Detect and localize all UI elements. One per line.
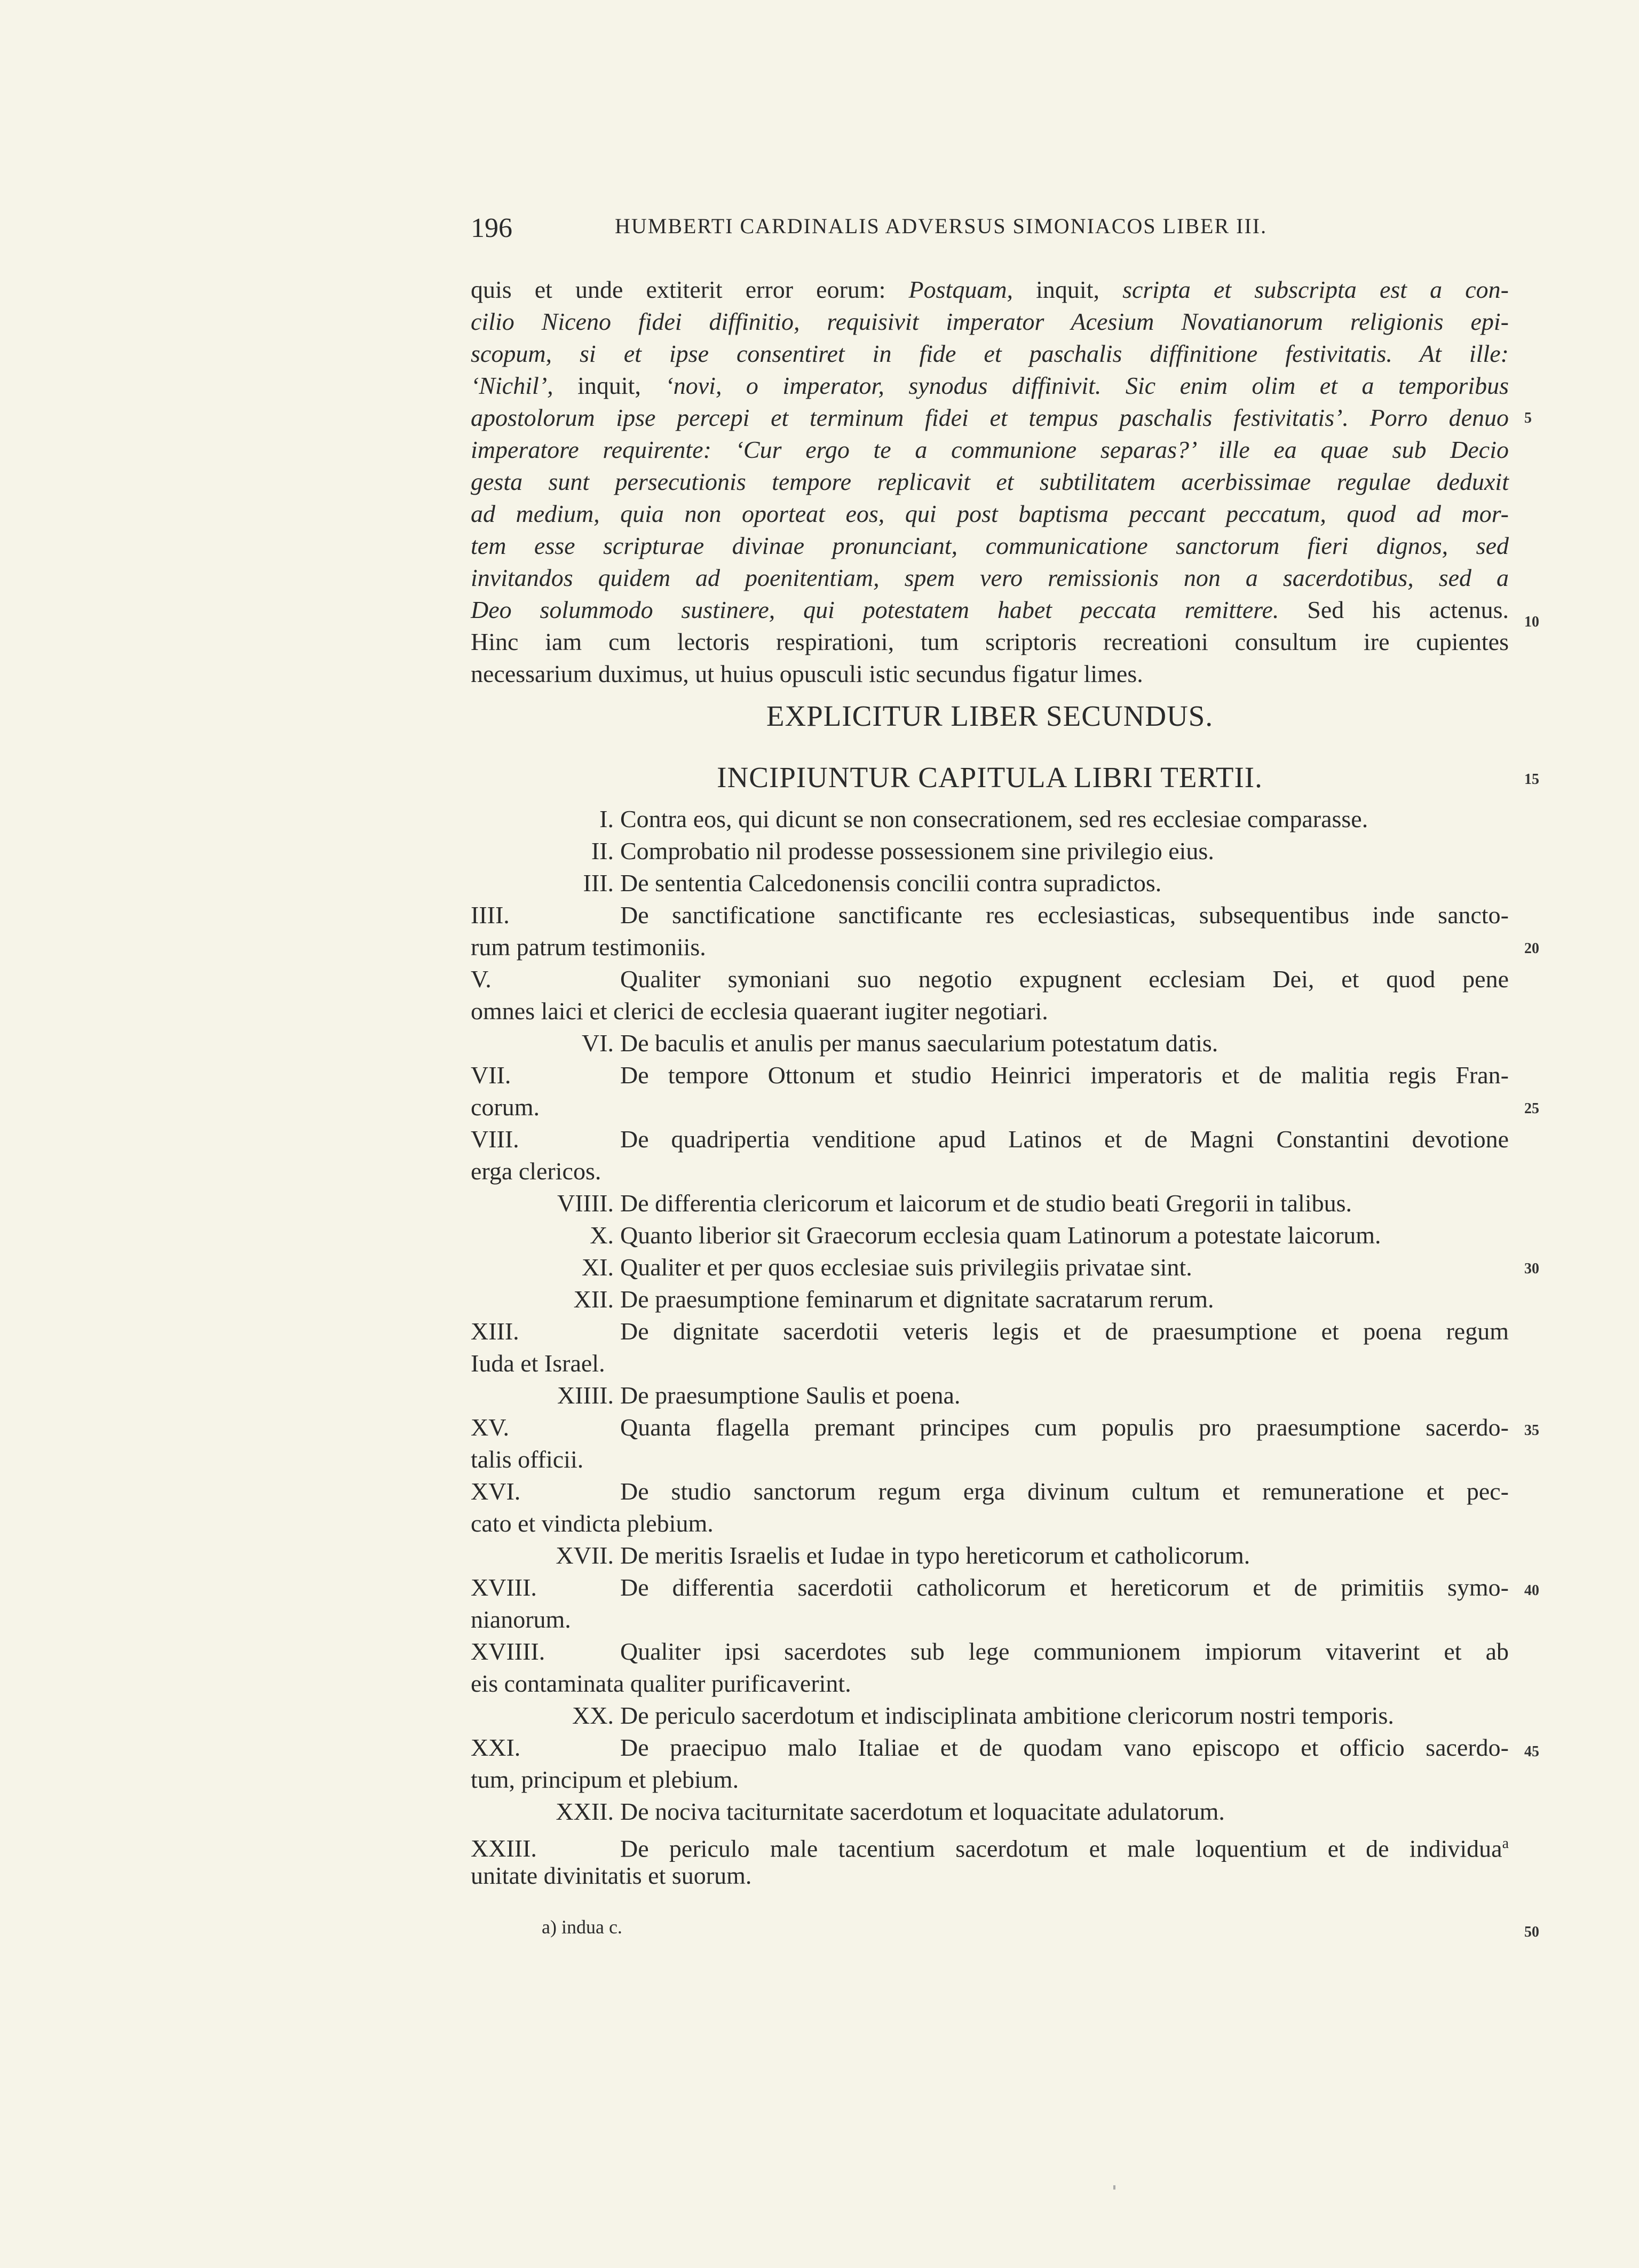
chapter-numeral: XI. bbox=[581, 1254, 614, 1281]
chapter-title-continuation: omnes laici et clerici de ecclesia quaerant iugiter negotiari. bbox=[471, 997, 1048, 1025]
italic-quote-text: invitandos quidem ad poenitentiam, spem vero remissionis non a sacerdotibus, sed a bbox=[471, 564, 1509, 591]
page-header bbox=[471, 212, 1511, 250]
chapter-title-continuation: Iuda et Israel. bbox=[471, 1350, 605, 1377]
footnote-marker: a bbox=[1502, 1835, 1509, 1852]
chapter-title-continuation: rum patrum testimoniis. bbox=[471, 933, 706, 961]
chapter-title: De praesumptione Saulis et poena. bbox=[620, 1382, 961, 1409]
chapter-title: De differentia clericorum et laicorum et de studio beati Gregorii in talibus. bbox=[620, 1189, 1352, 1217]
margin-line-number: 25 bbox=[1524, 1100, 1539, 1117]
chapter-title: De praecipuo malo Italiae et de quodam vano episcopo et officio sacerdo- bbox=[620, 1734, 1509, 1761]
chapter-title: De praesumptione feminarum et dignitate sacratarum rerum. bbox=[620, 1286, 1214, 1313]
prose-line bbox=[471, 370, 1509, 402]
chapter-title-continuation: nianorum. bbox=[471, 1606, 571, 1633]
chapter-entry bbox=[471, 899, 1509, 931]
chapter-entry bbox=[471, 1411, 1509, 1444]
roman-text: Sed his actenus. bbox=[1279, 596, 1509, 623]
chapter-numeral: XVIII. bbox=[471, 1574, 537, 1601]
chapter-title: De sententia Calcedonensis concilii contra supradictos. bbox=[620, 869, 1162, 897]
chapter-title: De studio sanctorum regum erga divinum cultum et remuneratione et pec- bbox=[620, 1478, 1509, 1505]
margin-line-number: 45 bbox=[1524, 1743, 1539, 1760]
chapter-numeral: XXIII. bbox=[471, 1835, 537, 1862]
italic-quote-text: ‘novi, o imperator, synodus diffinivit. Sic enim olim et a temporibus bbox=[665, 372, 1509, 399]
chapter-title-continuation: corum. bbox=[471, 1093, 540, 1121]
footnote: a) indua c. bbox=[542, 1916, 622, 1938]
chapter-entry bbox=[471, 1283, 1509, 1315]
incipit-heading: INCIPIUNTUR CAPITULA LIBRI TERTII. bbox=[717, 761, 1263, 794]
margin-line-number: 15 bbox=[1524, 771, 1539, 788]
margin-line-number: 50 bbox=[1524, 1924, 1539, 1940]
chapter-title: De periculo sacerdotum et indisciplinata ambitione clericorum nostri temporis. bbox=[620, 1702, 1394, 1729]
italic-quote-text: ad medium, quia non oporteat eos, qui post baptisma peccant peccatum, quod ad mor- bbox=[471, 500, 1509, 527]
chapter-entry bbox=[471, 1251, 1509, 1283]
prose-block bbox=[471, 274, 1509, 690]
chapter-entry bbox=[471, 867, 1509, 899]
prose-line bbox=[471, 402, 1509, 434]
chapter-numeral: XVI. bbox=[471, 1478, 521, 1505]
italic-quote-text: scripta et subscripta est a con- bbox=[1122, 276, 1509, 303]
chapter-title-continuation: erga clericos. bbox=[471, 1157, 601, 1185]
chapter-entry bbox=[471, 1187, 1509, 1219]
chapter-numeral: VIIII. bbox=[557, 1189, 614, 1217]
chapter-numeral: IIII. bbox=[471, 901, 510, 929]
prose-line bbox=[471, 562, 1509, 594]
prose-line bbox=[471, 466, 1509, 498]
chapter-entry bbox=[471, 1700, 1509, 1732]
prose-line bbox=[471, 434, 1509, 466]
chapter-numeral: XVII. bbox=[556, 1542, 614, 1569]
margin-line-number: 35 bbox=[1524, 1422, 1539, 1439]
chapter-entry bbox=[471, 1027, 1509, 1059]
page-number: 196 bbox=[471, 213, 512, 243]
chapter-title-continuation: cato et vindicta plebium. bbox=[471, 1510, 714, 1537]
chapter-title: De periculo male tacentium sacerdotum et male loquentium et de individua bbox=[620, 1835, 1502, 1862]
italic-quote-text: imperatore requirente: ‘Cur ergo te a communione separas?’ ille ea quae sub Decio bbox=[471, 436, 1509, 463]
margin-line-number: 20 bbox=[1524, 940, 1539, 957]
chapter-entry bbox=[471, 1732, 1509, 1764]
chapter-numeral: XIII. bbox=[471, 1318, 519, 1345]
chapter-numeral: XIIII. bbox=[557, 1382, 614, 1409]
chapter-numeral: XXI. bbox=[471, 1734, 521, 1761]
chapter-title: De differentia sacerdotii catholicorum et hereticorum et de primitiis symo- bbox=[620, 1574, 1509, 1601]
prose-line bbox=[471, 594, 1509, 626]
roman-text: inquit, bbox=[1013, 276, 1123, 303]
chapter-entry bbox=[471, 963, 1509, 995]
chapter-entry bbox=[471, 1476, 1509, 1508]
prose-line bbox=[471, 274, 1509, 306]
chapter-numeral: VII. bbox=[471, 1061, 511, 1089]
chapter-entry bbox=[471, 835, 1509, 867]
margin-line-number: 40 bbox=[1524, 1582, 1539, 1599]
prose-line bbox=[471, 338, 1509, 370]
chapter-numeral: III. bbox=[583, 869, 614, 897]
chapter-title-continuation: unitate divinitatis et suorum. bbox=[471, 1862, 752, 1889]
chapter-numeral: I. bbox=[599, 805, 614, 832]
chapter-entry bbox=[471, 803, 1509, 835]
chapter-numeral: X. bbox=[590, 1222, 614, 1249]
prose-line bbox=[471, 530, 1509, 562]
italic-quote-text: cilio Niceno fidei diffinitio, requisivit imperator Acesium Novatianorum religionis epi- bbox=[471, 308, 1509, 335]
italic-quote-text: apostolorum ipse percepi et terminum fidei et tempus paschalis festivitatis’. Porro denuo bbox=[471, 404, 1509, 431]
chapter-numeral: V. bbox=[471, 965, 492, 993]
chapter-title-continuation: tum, principum et plebium. bbox=[471, 1766, 739, 1793]
chapter-title: De meritis Israelis et Iudae in typo hereticorum et catholicorum. bbox=[620, 1542, 1250, 1569]
chapter-entry bbox=[471, 1796, 1509, 1828]
chapter-title: De sanctificatione sanctificante res ecclesiasticas, subsequentibus inde sancto- bbox=[620, 901, 1509, 929]
chapter-title: Qualiter et per quos ecclesiae suis privilegiis privatae sint. bbox=[620, 1254, 1192, 1281]
chapter-numeral: XV. bbox=[471, 1414, 510, 1441]
italic-quote-text: Deo solummodo sustinere, qui potestatem habet peccata remittere. bbox=[471, 596, 1279, 623]
roman-text: Hinc iam cum lectoris respirationi, tum scriptoris recreationi consultum ire cupientes bbox=[471, 628, 1509, 655]
prose-line bbox=[471, 306, 1509, 338]
roman-text: quis et unde extiterit error eorum: bbox=[471, 276, 909, 303]
italic-quote-text: Postquam, bbox=[908, 276, 1014, 303]
chapter-title-continuation: talis officii. bbox=[471, 1446, 584, 1473]
italic-quote-text: ‘Nichil’, bbox=[471, 372, 553, 399]
chapter-numeral: XXII. bbox=[556, 1798, 614, 1825]
chapter-title-continuation: eis contaminata qualiter purificaverint. bbox=[471, 1670, 851, 1697]
chapter-entry bbox=[471, 1379, 1509, 1411]
explicit-heading: EXPLICITUR LIBER SECUNDUS. bbox=[766, 700, 1214, 732]
chapter-entry bbox=[471, 1540, 1509, 1572]
chapter-title: De nociva taciturnitate sacerdotum et loquacitate adulatorum. bbox=[620, 1798, 1225, 1825]
prose-line bbox=[471, 658, 1509, 690]
chapter-entry bbox=[471, 1123, 1509, 1155]
chapter-title: De baculis et anulis per manus saecularium potestatum datis. bbox=[620, 1029, 1218, 1057]
italic-quote-text: tem esse scripturae divinae pronunciant, communicatione sanctorum fieri dignos, sed bbox=[471, 532, 1509, 559]
chapter-list bbox=[471, 803, 1509, 1892]
chapter-entry bbox=[471, 1636, 1509, 1668]
italic-quote-text: scopum, si et ipse consentiret in fide et paschalis diffinitione festivitatis. At ille: bbox=[471, 340, 1509, 367]
chapter-title: Contra eos, qui dicunt se non consecrationem, sed res ecclesiae comparasse. bbox=[620, 805, 1368, 832]
chapter-numeral: XX. bbox=[572, 1702, 614, 1729]
chapter-title: Comprobatio nil prodesse possessionem sine privilegio eius. bbox=[620, 837, 1214, 865]
chapter-title: De dignitate sacerdotii veteris legis et de praesumptione et poena regum bbox=[620, 1318, 1509, 1345]
running-title: HUMBERTI CARDINALIS ADVERSUS SIMONIACOS LIBER III. bbox=[615, 214, 1268, 238]
chapter-title: Qualiter ipsi sacerdotes sub lege communionem impiorum vitaverint et ab bbox=[620, 1638, 1509, 1665]
roman-text: inquit, bbox=[553, 372, 666, 399]
italic-quote-text: gesta sunt persecutionis tempore replicavit et subtilitatem acerbissimae regulae deduxit bbox=[471, 468, 1509, 495]
chapter-title: De tempore Ottonum et studio Heinrici imperatoris et de malitia regis Fran- bbox=[620, 1061, 1509, 1089]
roman-text: necessarium duximus, ut huius opusculi istic secundus figatur limes. bbox=[471, 660, 1143, 687]
chapter-title: Quanto liberior sit Graecorum ecclesia quam Latinorum a potestate laicorum. bbox=[620, 1222, 1381, 1249]
chapter-numeral: II. bbox=[591, 837, 614, 865]
prose-line bbox=[471, 626, 1509, 658]
chapter-numeral: VI. bbox=[581, 1029, 614, 1057]
paper-speck bbox=[1113, 2185, 1115, 2190]
chapter-numeral: VIII. bbox=[471, 1125, 519, 1153]
chapter-numeral: XII. bbox=[573, 1286, 614, 1313]
chapter-entry bbox=[471, 1315, 1509, 1347]
chapter-entry bbox=[471, 1219, 1509, 1251]
chapter-title: Qualiter symoniani suo negotio expugnent ecclesiam Dei, et quod pene bbox=[620, 965, 1509, 993]
prose-line bbox=[471, 498, 1509, 530]
chapter-entry bbox=[471, 1572, 1509, 1604]
chapter-title: Quanta flagella premant principes cum populis pro praesumptione sacerdo- bbox=[620, 1414, 1509, 1441]
chapter-numeral: XVIIII. bbox=[471, 1638, 545, 1665]
margin-line-number: 5 bbox=[1524, 410, 1532, 426]
margin-line-number: 30 bbox=[1524, 1260, 1539, 1277]
chapter-entry bbox=[471, 1059, 1509, 1091]
margin-line-number: 10 bbox=[1524, 614, 1539, 630]
chapter-entry bbox=[471, 1828, 1509, 1860]
chapter-title: De quadripertia venditione apud Latinos et de Magni Constantini devotione bbox=[620, 1125, 1509, 1153]
